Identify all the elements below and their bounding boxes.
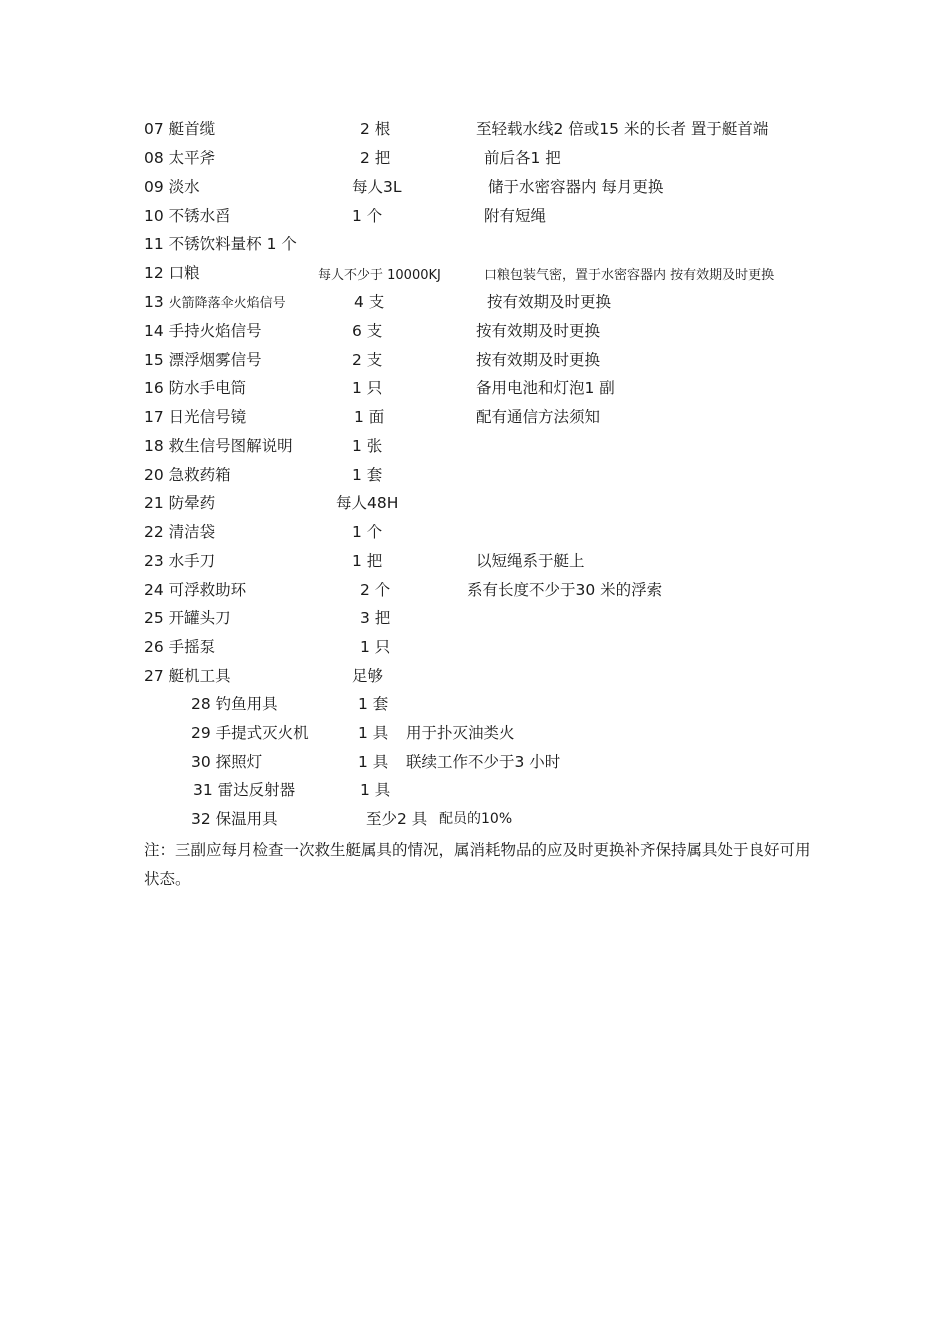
item-name: 12 口粮 — [144, 264, 200, 282]
item-quantity: 1 个 — [352, 207, 383, 225]
item-quantity: 1 只 — [352, 379, 383, 397]
item-name: 25 开罐头刀 — [144, 609, 231, 627]
item-number: 13 — [144, 293, 169, 311]
item-name: 17 日光信号镜 — [144, 408, 247, 426]
item-remark: 储于水密容器内 每月更换 — [488, 178, 664, 196]
item-remark: 配员的10% — [439, 811, 513, 827]
item-name: 26 手摇泵 — [144, 638, 216, 656]
item-remark: 按有效期及时更换 — [487, 293, 612, 311]
item-remark: 按有效期及时更换 — [476, 322, 601, 340]
item-quantity: 每人不少于 10000KJ — [318, 268, 441, 283]
item-remark: 至轻载水线2 倍或15 米的长者 置于艇首端 — [476, 120, 769, 138]
item-quantity: 2 根 — [360, 120, 391, 138]
item-quantity: 3 把 — [360, 609, 391, 627]
item-name: 27 艇机工具 — [144, 667, 231, 685]
item-name: 11 不锈饮料量杯 1 个 — [144, 235, 297, 253]
item-name: 15 漂浮烟雾信号 — [144, 351, 262, 369]
item-quantity: 1 具 — [360, 781, 391, 799]
item-remark: 联续工作不少于3 小时 — [406, 753, 561, 771]
item-remark: 用于扑灭油类火 — [406, 724, 515, 742]
item-remark: 口粮包装气密，置于水密容器内 按有效期及时更换 — [484, 268, 775, 283]
item-name: 18 救生信号图解说明 — [144, 437, 293, 455]
item-quantity: 每人3L — [352, 178, 402, 196]
item-name — [144, 290, 286, 316]
item-name: 24 可浮救助环 — [144, 581, 247, 599]
item-remark: 前后各1 把 — [484, 149, 561, 167]
item-quantity: 1 张 — [352, 437, 383, 455]
item-name: 16 防水手电筒 — [144, 379, 247, 397]
item-name: 14 手持火焰信号 — [144, 322, 262, 340]
item-quantity: 每人48H — [336, 494, 399, 512]
item-remark: 配有通信方法须知 — [476, 408, 601, 426]
item-quantity: 1 个 — [352, 523, 383, 541]
item-quantity: 2 支 — [352, 351, 383, 369]
item-name: 20 急救药箱 — [144, 466, 231, 484]
item-name: 07 艇首缆 — [144, 120, 216, 138]
item-quantity: 6 支 — [352, 322, 383, 340]
item-quantity: 1 只 — [360, 638, 391, 656]
item-name: 31 雷达反射器 — [193, 781, 296, 799]
item-name: 21 防晕药 — [144, 494, 216, 512]
item-name: 29 手提式灭火机 — [191, 724, 309, 742]
item-quantity: 1 套 — [358, 695, 389, 713]
item-remark: 按有效期及时更换 — [476, 351, 601, 369]
item-name: 10 不锈水舀 — [144, 207, 231, 225]
item-quantity: 1 把 — [352, 552, 383, 570]
item-remark: 系有长度不少于30 米的浮索 — [467, 581, 663, 599]
item-quantity: 4 支 — [354, 293, 385, 311]
item-quantity: 1 具 — [358, 724, 389, 742]
item-name: 28 钓鱼用具 — [191, 695, 278, 713]
item-quantity: 至少2 具 — [366, 810, 428, 828]
item-name: 32 保温用具 — [191, 810, 278, 828]
item-name: 23 水手刀 — [144, 552, 216, 570]
item-remark: 以短绳系于艇上 — [476, 552, 585, 570]
item-quantity: 足够 — [352, 667, 384, 685]
item-name: 08 太平斧 — [144, 149, 216, 167]
item-remark: 附有短绳 — [484, 207, 547, 225]
item-quantity: 1 具 — [358, 753, 389, 771]
item-name-text: 火箭降落伞火焰信号 — [168, 296, 286, 311]
item-quantity: 2 个 — [360, 581, 391, 599]
item-remark: 备用电池和灯泡1 副 — [476, 379, 615, 397]
item-name: 30 探照灯 — [191, 753, 263, 771]
item-quantity: 1 套 — [352, 466, 383, 484]
item-quantity: 2 把 — [360, 149, 391, 167]
item-name: 09 淡水 — [144, 178, 200, 196]
item-quantity: 1 面 — [354, 408, 385, 426]
item-name: 22 清洁袋 — [144, 523, 216, 541]
footnote: 注：三副应每月检查一次救生艇属具的情况，属消耗物品的应及时更换补齐保持属具处于良好可用状态。 — [144, 841, 811, 888]
